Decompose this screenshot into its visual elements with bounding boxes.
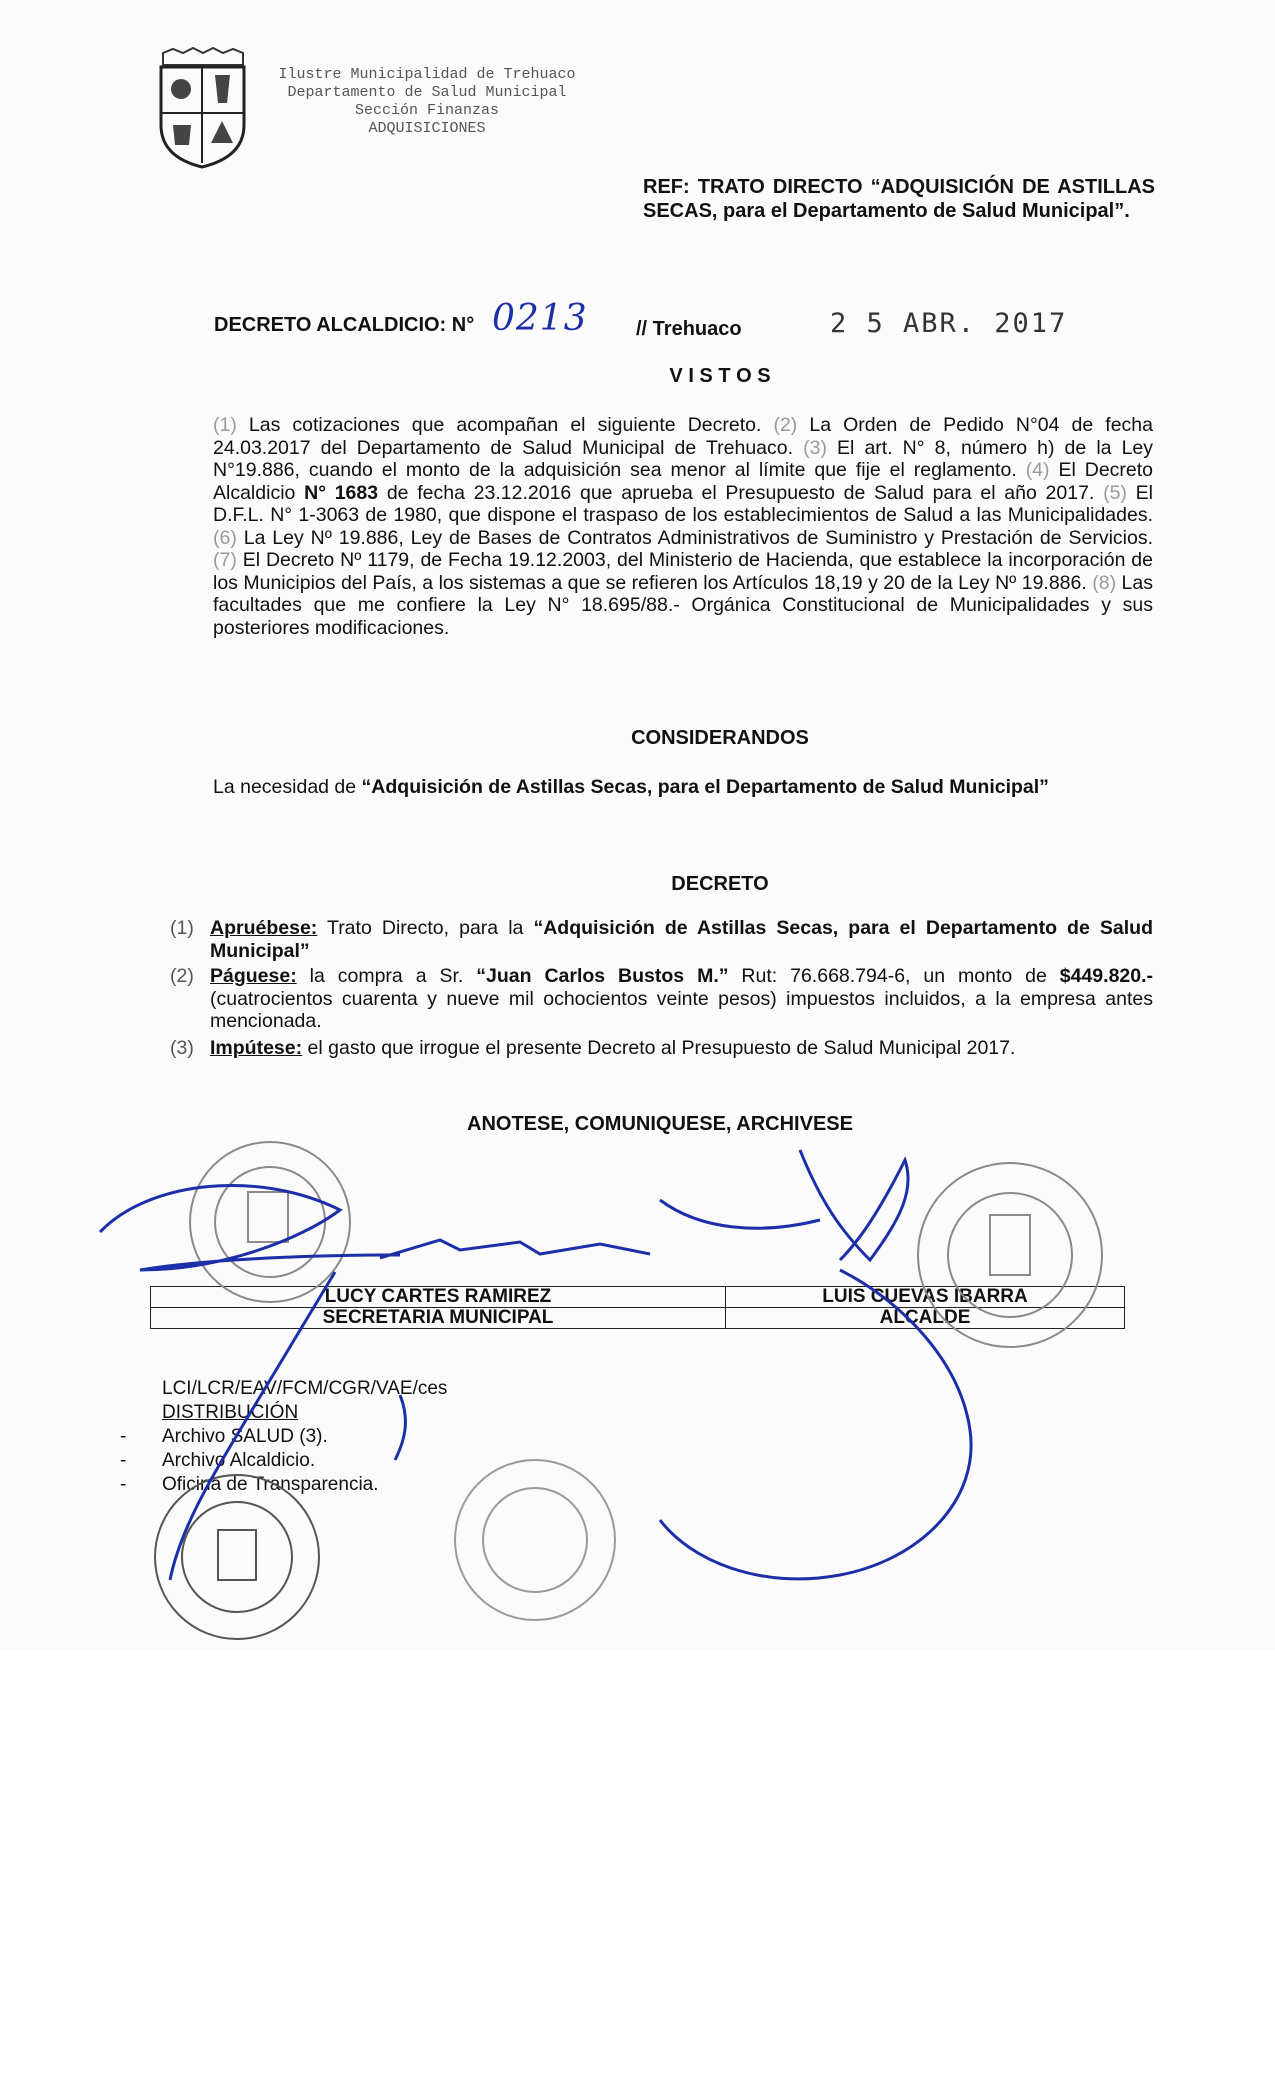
vistos-text-4-bold: N° 1683: [304, 481, 379, 504]
secretaria-stamp: [190, 1142, 350, 1302]
vistos-num-1: (1): [213, 414, 237, 436]
vistos-num-3: (3): [803, 436, 827, 459]
control-stamp: [455, 1460, 615, 1620]
decreto-item-1: [170, 917, 1153, 962]
vistos-num-5: (5): [1103, 481, 1127, 504]
decreto-label-3: Impútese:: [210, 1037, 303, 1059]
decreto-item-3: [170, 1037, 1153, 1060]
distribution-item: - Archivo SALUD (3).: [120, 1426, 328, 1447]
distribution-block: [120, 1377, 447, 1497]
decree-number-handwritten: 0213: [492, 298, 588, 339]
left-signer-name: LUCY CARTES RAMIREZ: [151, 1287, 726, 1308]
decreto-text-3: [210, 1037, 1153, 1060]
left-signer-title: SECRETARIA MUNICIPAL: [151, 1308, 726, 1329]
distribution-item: - Oficina de Transparencia.: [120, 1474, 379, 1495]
decreto-item-2: [170, 965, 1153, 1033]
decreto-mid-2: Rut: 76.668.794-6, un monto de: [741, 965, 1047, 987]
decree-number-label: DECRETO ALCALDICIO: N°: [214, 314, 475, 336]
vistos-num-7: (7): [213, 549, 237, 571]
decreto-pre-3: el gasto que irrogue el presente Decreto al Presupuesto de Salud Municipal 2017.: [307, 1037, 1016, 1059]
considerandos-bold: “Adquisición de Astillas Secas, para el Departamento de Salud Municipal”: [361, 776, 1049, 798]
decree-place: // Trehuaco: [636, 318, 742, 340]
municipal-crest-logo: [155, 45, 250, 170]
vistos-text-4-post: de fecha 23.12.2016 que aprueba el Presupuesto de Salud para el año 2017.: [386, 481, 1095, 504]
header-line-4: ADQUISICIONES: [368, 120, 486, 137]
vistos-text-2: La Orden de Pedido N°04 de fecha 24.03.2017 del Departamento de Salud Municipal de Trehuaco.: [213, 414, 1153, 459]
decreto-label-1: Apruébese:: [210, 917, 318, 939]
vistos-num-4: (4): [1025, 459, 1050, 481]
decreto-text-1: [210, 917, 1153, 962]
decreto-bold-2: “Juan Carlos Bustos M.”: [476, 965, 729, 987]
vistos-text-3: El art. N° 8, número h) de la Ley N°19.886, cuando el monto de la adquisición sea menor al límite que fije el reglamento.: [213, 436, 1154, 481]
tesoreria-stamp: [155, 1475, 319, 1639]
vistos-text-1: Las cotizaciones que acompañan el siguiente Decreto.: [248, 414, 762, 436]
vistos-num-2: (2): [773, 414, 798, 436]
closing-formula: ANOTESE, COMUNIQUESE, ARCHIVESE: [467, 1113, 853, 1135]
reference-block: REF: TRATO DIRECTO “ADQUISICIÓN DE ASTILLAS SECAS, para el Departamento de Salud Municipal”.: [643, 176, 1155, 222]
decreto-post-2: (cuatrocientos cuarenta y nueve mil ochocientos veinte pesos) impuestos incluidos, a la empresa antes mencionada.: [210, 987, 1153, 1032]
signature-table: [150, 1286, 1125, 1329]
handwritten-signatures: [100, 1150, 971, 1580]
vistos-title: V I S T O S: [669, 365, 771, 387]
vistos-num-8: (8): [1092, 571, 1117, 594]
decreto-title: DECRETO: [671, 873, 769, 895]
decreto-num-3: (3): [170, 1037, 194, 1059]
vistos-text-8: Las facultades que me confiere la Ley N° 18.695/88.- Orgánica Constitucional de Municipalidades y sus posteriores modificaciones.: [213, 571, 1153, 639]
considerandos-title: CONSIDERANDOS: [631, 727, 809, 749]
vistos-text-5: El D.F.L. N° 1-3063 de 1980, que dispone el traspaso de los establecimientos de Salud a las Municipalidades.: [213, 481, 1154, 526]
decreto-num-1: (1): [170, 917, 194, 939]
decreto-pre-2: la compra a Sr.: [309, 965, 464, 987]
decreto-text-2: [210, 965, 1153, 1033]
right-signer-name: LUIS CUEVAS IBARRA: [726, 1287, 1125, 1308]
institution-header: [262, 66, 592, 138]
date-stamp: 2 5 ABR. 2017: [830, 308, 1068, 339]
considerandos-paragraph: [213, 776, 1153, 799]
decreto-label-2: Páguese:: [210, 965, 297, 987]
decreto-amount-2: $449.820.-: [1059, 965, 1154, 987]
vistos-num-6: (6): [213, 526, 237, 549]
vistos-text-4-pre: El Decreto Alcaldicio: [213, 459, 1154, 504]
decreto-num-2: (2): [170, 965, 194, 987]
vistos-text-7: El Decreto Nº 1179, de Fecha 19.12.2003, del Ministerio de Hacienda, que establece la incorporación de los Municipios del País, a los sistemas a que se refieren los Artículos 18,19 y 20 de la Ley Nº 19.886.: [213, 549, 1153, 594]
decreto-pre-1: Trato Directo, para la: [327, 917, 524, 939]
initials: LCI/LCR/EAV/FCM/CGR/VAE/ces: [162, 1378, 448, 1399]
distribution-item: - Archivo Alcaldicio.: [120, 1450, 316, 1471]
distribution-heading: DISTRIBUCIÓN: [162, 1402, 299, 1423]
header-line-2: Departamento de Salud Municipal: [287, 84, 567, 101]
vistos-text-6: La Ley Nº 19.886, Ley de Bases de Contratos Administrativos de Suministro y Prestación de Servicios.: [243, 526, 1153, 549]
considerandos-pre: La necesidad de: [213, 776, 357, 798]
right-signer-title: ALCALDE: [726, 1308, 1125, 1329]
decreto-bold-1: “Adquisición de Astillas Secas, para el Departamento de Salud Municipal”: [210, 917, 1153, 962]
header-line-3: Sección Finanzas: [354, 102, 500, 119]
vistos-paragraph: [213, 414, 1153, 639]
header-line-1: Ilustre Municipalidad de Trehuaco: [278, 66, 576, 83]
